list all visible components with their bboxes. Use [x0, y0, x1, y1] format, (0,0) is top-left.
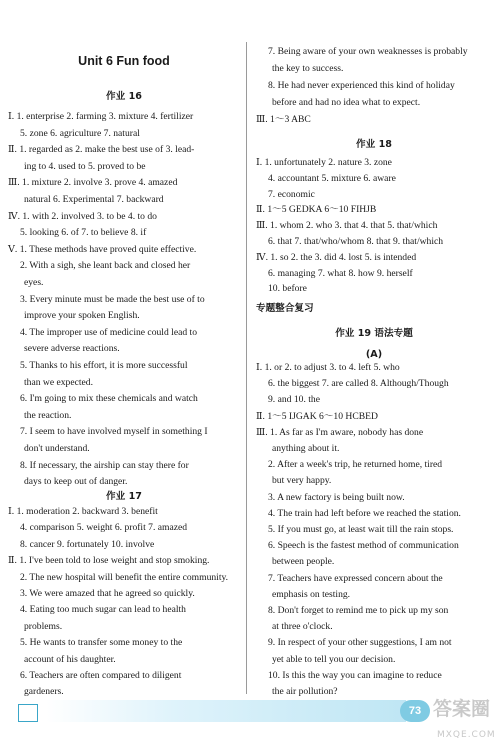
watermark-url: MXQE.COM	[437, 730, 496, 740]
answer-line: the air pollution?	[272, 686, 338, 697]
hw17-heading: 作业 17	[106, 491, 142, 502]
answer-line: gardeners.	[24, 686, 64, 698]
answer-line: 7. economic	[268, 188, 315, 200]
answer-line: 4. comparison 5. weight 6. profit 7. amazed	[20, 522, 188, 534]
answer-line: before and had no idea what to expect.	[272, 97, 421, 108]
answer-line: don't understand.	[24, 443, 90, 454]
answer-line: Ⅰ. 1. enterprise 2. farming 3. mixture 4. fertilizer	[8, 111, 194, 122]
answer-line: 10. Is this the way you can imagine to reduce	[268, 669, 442, 681]
watermark-main: 答案圈	[433, 698, 491, 720]
unit-title: Unit 6 Fun food	[78, 54, 170, 68]
answer-line: 5. He wants to transfer some money to the	[20, 637, 183, 649]
answer-line: Ⅰ. 1. unfortunately 2. nature 3. zone	[256, 157, 392, 168]
answer-line: 6. Teachers are often compared to diligent	[20, 670, 182, 681]
answer-line: eyes.	[24, 277, 44, 288]
answer-line: improve your spoken English.	[24, 310, 140, 322]
answer-line: 10. before	[268, 283, 307, 295]
answer-line: 9. In respect of your other suggestions, I am not	[268, 637, 452, 649]
answer-line: yet able to tell you our decision.	[272, 653, 396, 665]
answer-line: 5. looking 6. of 7. to believe 8. if	[20, 227, 147, 239]
answer-line: the key to success.	[272, 63, 344, 74]
answer-line: Ⅱ. 1～5 GEDKA 6～10 FIHJB	[256, 204, 377, 216]
answer-line: 7. Teachers have expressed concern about the	[268, 572, 443, 584]
answer-line: 4. The train had left before we reached the station.	[268, 507, 461, 519]
footer-square-icon	[18, 704, 38, 722]
answer-line: 2. The new hospital will benefit the entire community.	[20, 571, 229, 583]
answer-line: Ⅳ. 1. so 2. the 3. did 4. lost 5. is intended	[256, 251, 417, 263]
answer-line: but very happy.	[272, 475, 332, 487]
answer-line: Ⅳ. 1. with 2. involved 3. to be 4. to do	[8, 210, 157, 222]
answer-line: 6. that 7. that/who/whom 8. that 9. that/which	[268, 236, 444, 247]
answer-line: 8. Don't forget to remind me to pick up my son	[268, 605, 449, 616]
answer-line: Ⅴ. 1. These methods have proved quite effective.	[8, 243, 197, 255]
topic-review-heading: 专题整合复习	[256, 303, 314, 314]
answer-line: Ⅰ. 1. or 2. to adjust 3. to 4. left 5. who	[256, 362, 400, 373]
hw16-heading: 作业 16	[106, 91, 142, 102]
hw19-subheading: (A)	[365, 349, 383, 360]
answer-line: 2. With a sigh, she leant back and closed her	[20, 260, 191, 272]
answer-line: anything about it.	[272, 443, 340, 454]
answer-line: Ⅰ. 1. moderation 2. backward 3. benefit	[8, 506, 158, 517]
answer-line: 4. Eating too much sugar can lead to health	[20, 604, 186, 616]
answer-line: Ⅱ. 1～5 IJGAK 6～10 HCBED	[256, 410, 378, 422]
answer-line: 8. If necessary, the airship can stay there for	[20, 459, 189, 471]
answer-line: 6. managing 7. what 8. how 9. herself	[268, 267, 413, 279]
answer-line: than we expected.	[24, 376, 93, 388]
answer-line: 6. the biggest 7. are called 8. Although/Though	[268, 378, 449, 390]
answer-line: severe adverse reactions.	[24, 343, 120, 355]
answer-line: ing to 4. used to 5. proved to be	[24, 160, 146, 172]
answer-line: Ⅲ. 1. As far as I'm aware, nobody has done	[256, 426, 424, 438]
answer-line: 7. I seem to have involved myself in something I	[20, 426, 208, 438]
answer-line: the reaction.	[24, 409, 72, 421]
answer-line: 3. We were amazed that he agreed so quickly.	[20, 588, 195, 599]
hw18-heading: 作业 18	[356, 139, 392, 150]
answer-line: natural 6. Experimental 7. backward	[24, 194, 164, 205]
answer-line: at three o'clock.	[272, 621, 333, 633]
answer-line: 3. A new factory is being built now.	[268, 491, 405, 503]
answer-line: 5. Thanks to his effort, it is more successful	[20, 360, 188, 371]
answer-line: 6. Speech is the fastest method of communication	[268, 540, 459, 552]
answer-line: emphasis on testing.	[272, 588, 351, 600]
answer-line: problems.	[24, 620, 63, 632]
column-divider	[246, 42, 247, 694]
watermark-logo	[433, 694, 499, 750]
answer-line: 8. He had never experienced this kind of holiday	[268, 80, 455, 91]
answer-line: 5. zone 6. agriculture 7. natural	[20, 127, 140, 139]
answer-line: account of his daughter.	[24, 653, 116, 665]
answer-line: Ⅲ. 1～3 ABC	[256, 114, 311, 125]
answer-line: 4. accountant 5. mixture 6. aware	[268, 172, 396, 184]
answer-line: 2. After a week's trip, he returned home, tired	[268, 459, 443, 471]
answer-line: Ⅱ. 1. I've been told to lose weight and stop smoking.	[8, 555, 210, 567]
answer-line: Ⅲ. 1. whom 2. who 3. that 4. that 5. that/which	[256, 220, 438, 232]
answer-line: 9. and 10. the	[268, 394, 320, 406]
answer-line: between people.	[272, 556, 335, 568]
footer-bar	[46, 700, 406, 722]
answer-line: 3. Every minute must be made the best use of to	[20, 293, 205, 305]
answer-line: 6. I'm going to mix these chemicals and watch	[20, 393, 198, 405]
answer-line: 4. The improper use of medicine could lead to	[20, 326, 197, 338]
answer-line: 5. If you must go, at least wait till the rain stops.	[268, 524, 454, 535]
answer-line: 7. Being aware of your own weaknesses is probably	[268, 46, 468, 57]
page-number: 73	[400, 700, 430, 722]
answer-line: Ⅱ. 1. regarded as 2. make the best use of 3. lead-	[8, 144, 195, 156]
hw19-heading: 作业 19 语法专题	[335, 328, 413, 339]
answer-line: days to keep out of danger.	[24, 476, 128, 488]
answer-line: 8. cancer 9. fortunately 10. involve	[20, 538, 155, 550]
answer-line: Ⅲ. 1. mixture 2. involve 3. prove 4. amazed	[8, 177, 178, 189]
